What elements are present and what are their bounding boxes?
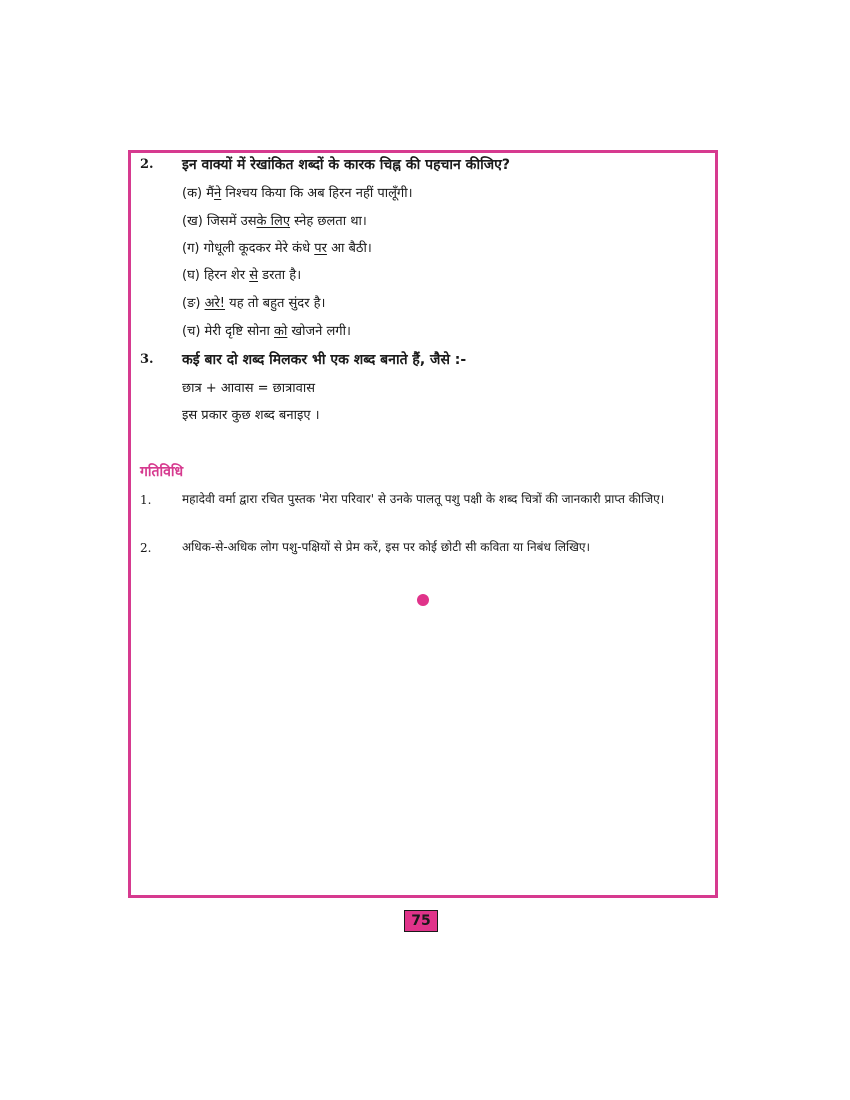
q2-item-ka: (क) मैंने निश्चय किया कि अब हिरन नहीं पालूँगी। xyxy=(182,186,413,201)
q3-example: छात्र + आवास = छात्रावास xyxy=(182,381,316,396)
page-number: 75 xyxy=(404,910,438,932)
activity-item-2-number: 2. xyxy=(140,541,152,555)
q2-item-ga: (ग) गोधूली कूदकर मेरे कंधे पर आ बैठी। xyxy=(182,241,372,256)
underlined-word: को xyxy=(274,324,288,339)
activity-item-1-number: 1. xyxy=(140,493,152,507)
activity-heading: गतिविधि xyxy=(140,464,184,480)
underlined-word: ने xyxy=(214,186,222,201)
underlined-word: से xyxy=(249,268,258,283)
question-3-number: 3. xyxy=(140,352,154,367)
question-2-title: इन वाक्यों में रेखांकित शब्दों के कारक चिह्न की पहचान कीजिए? xyxy=(182,157,510,173)
page-border xyxy=(128,150,718,898)
q2-item-gha: (घ) हिरन शेर से डरता है। xyxy=(182,268,302,283)
q2-item-cha: (च) मेरी दृष्टि सोना को खोजने लगी। xyxy=(182,324,351,339)
activity-item-1-text: महादेवी वर्मा द्वारा रचित पुस्तक 'मेरा परिवार' से उनके पालतू पशु पक्षी के शब्द चित्रों की जानकारी प्राप्त कीजिए। xyxy=(182,492,665,506)
q3-instruction: इस प्रकार कुछ शब्द बनाइए । xyxy=(182,408,320,423)
q2-item-kha: (ख) जिसमें उसके लिए स्नेह छलता था। xyxy=(182,214,367,229)
underlined-word: अरे! xyxy=(204,296,226,311)
activity-item-2-text: अधिक-से-अधिक लोग पशु-पक्षियों से प्रेम करें, इस पर कोई छोटी सी कविता या निबंध लिखिए। xyxy=(182,540,591,554)
question-3-title: कई बार दो शब्द मिलकर भी एक शब्द बनाते हैं, जैसे :- xyxy=(182,352,467,368)
decorative-dot xyxy=(417,594,429,606)
underlined-word: पर xyxy=(314,241,327,256)
underlined-word: के लिए xyxy=(256,214,291,229)
question-2-number: 2. xyxy=(140,157,154,172)
q2-item-nga: (ङ) अरे! यह तो बहुत सुंदर है। xyxy=(182,296,326,311)
